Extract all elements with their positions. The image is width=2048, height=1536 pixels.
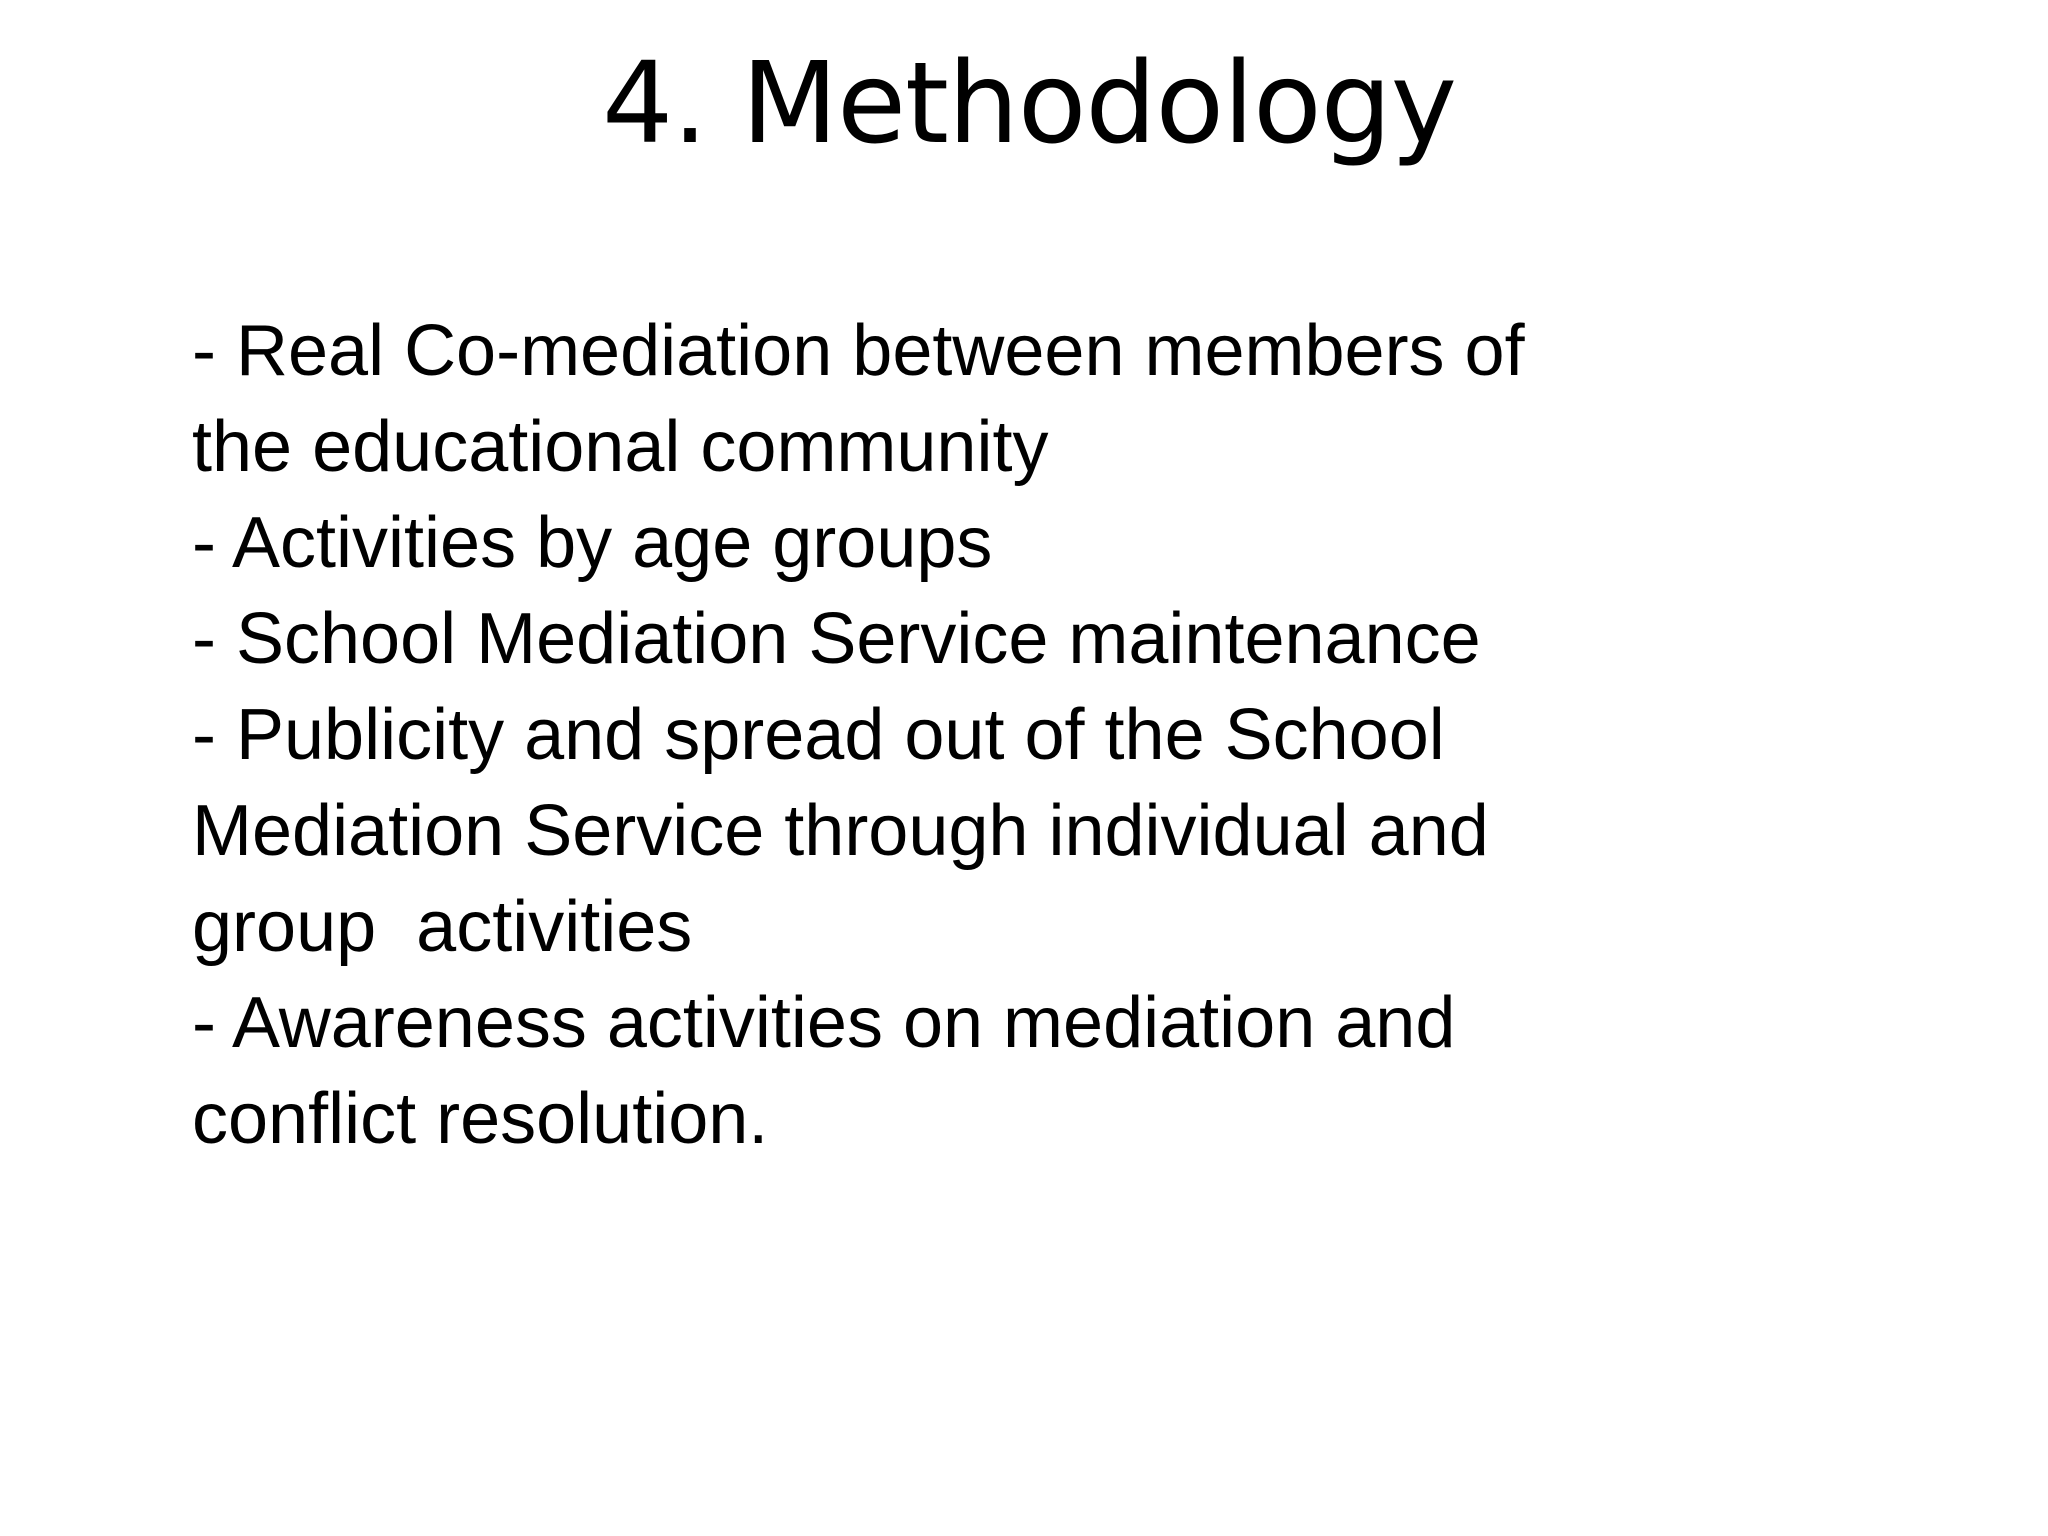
body-line: Mediation Service through individual and — [192, 791, 1489, 871]
body-line: conflict resolution. — [192, 1079, 769, 1159]
body-line: - Publicity and spread out of the School — [192, 695, 1445, 775]
body-line: - School Mediation Service maintenance — [192, 599, 1481, 679]
body-line: - Activities by age groups — [192, 503, 993, 583]
body-line: group activities — [192, 887, 693, 967]
slide-title: 4. Methodology — [601, 39, 1457, 169]
body-line: - Real Co-mediation between members of — [192, 311, 1525, 391]
body-line: - Awareness activities on mediation and — [192, 983, 1456, 1063]
slide-body — [192, 303, 1792, 1167]
body-line: the educational community — [192, 407, 1049, 487]
